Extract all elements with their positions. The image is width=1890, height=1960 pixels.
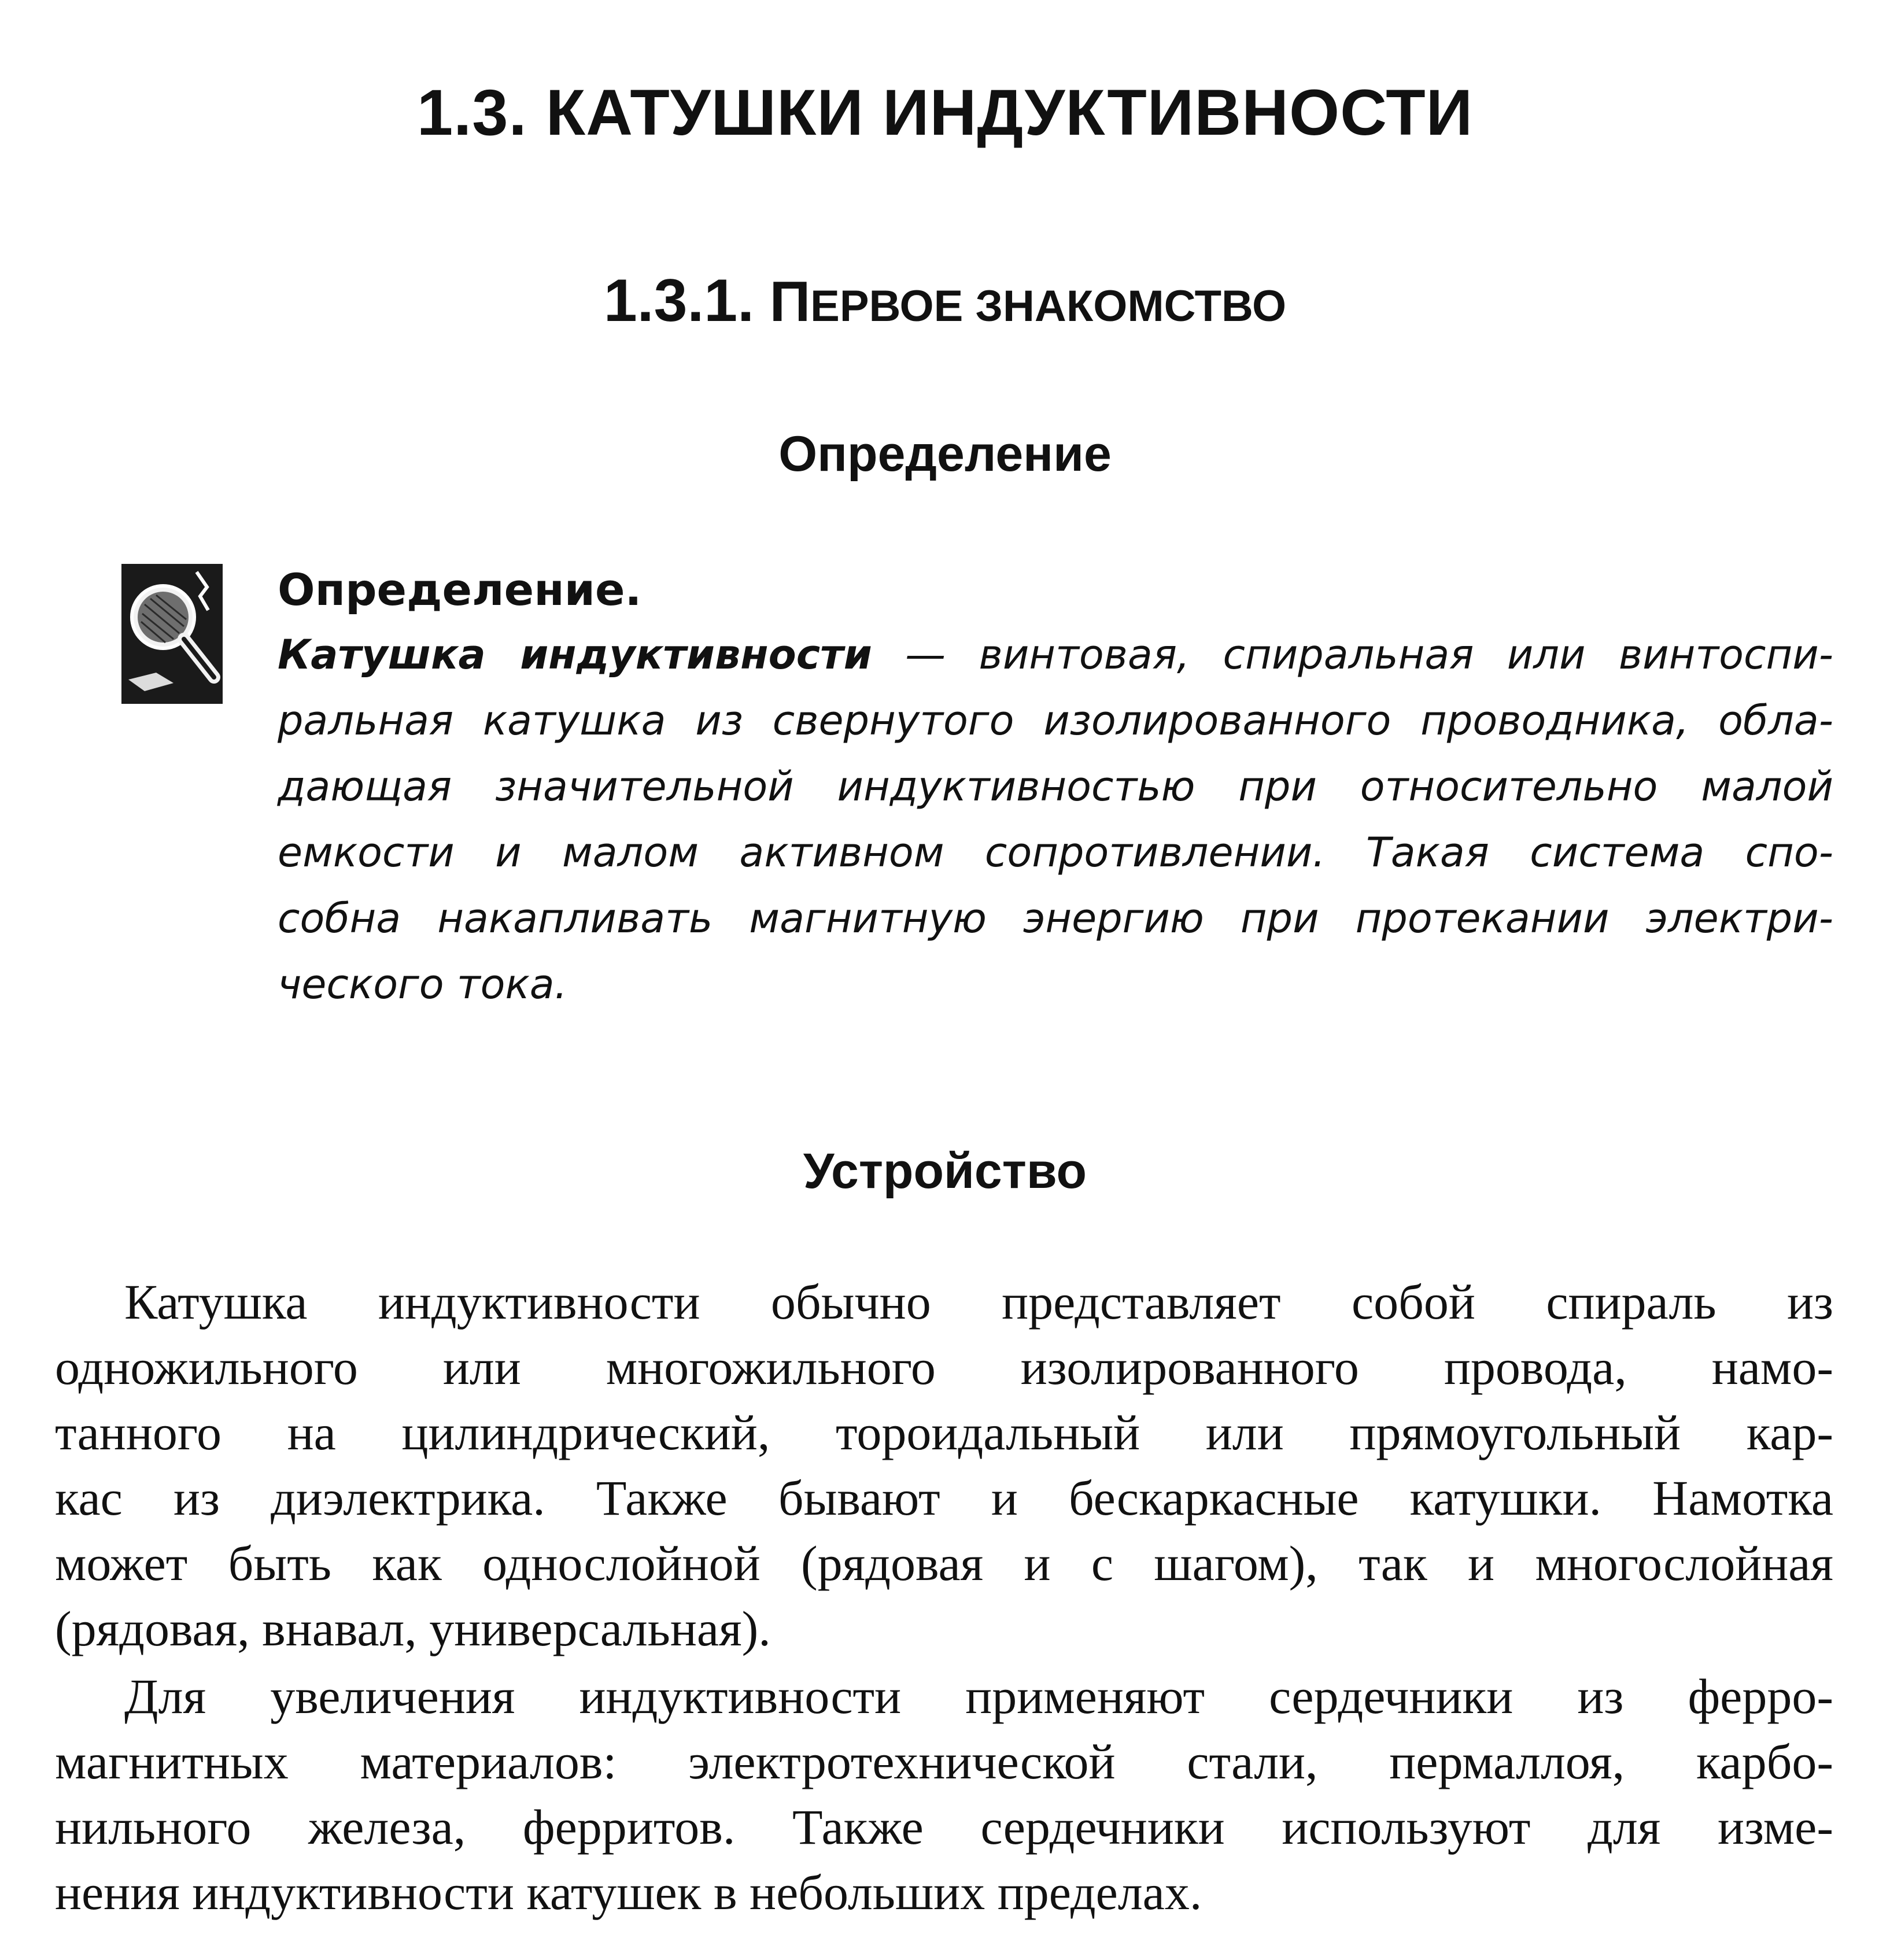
definition-line: ральная катушка из свернутого изолированного проводника, обла- <box>278 697 1833 744</box>
chapter-title: 1.3. КАТУШКИ ИНДУКТИВНОСТИ <box>416 76 1474 149</box>
paragraph-2-line: магнитных материалов: электротехнической стали, пермаллоя, карбо- <box>55 1734 1833 1789</box>
paragraph-1-line: танного на цилиндрический, тороидальный или прямоугольный кар- <box>55 1405 1833 1460</box>
section-title-initial: П <box>769 270 811 333</box>
paragraph-2-line: нильного железа, ферритов. Также сердечники используют для изме- <box>55 1799 1833 1855</box>
definition-block <box>278 558 1833 1017</box>
magnifier-icon <box>121 564 223 704</box>
definition-text <box>278 622 1833 1017</box>
definition-heading: Определение <box>778 426 1112 482</box>
paragraph-1-line: кас из диэлектрика. Также бывают и бескаркасные катушки. Намотка <box>55 1470 1833 1526</box>
device-text <box>55 1269 1833 1925</box>
definition-label: Определение. <box>278 564 642 615</box>
section-title-rest: ЕРВОЕ ЗНАКОМСТВО <box>810 282 1287 331</box>
paragraph-2-line: Для увеличения индуктивности применяют сердечники из ферро- <box>124 1669 1833 1724</box>
paragraph-1-line: одножильного или многожильного изолированного провода, намо- <box>55 1339 1833 1395</box>
definition-line <box>278 622 1833 688</box>
paragraph-1-line: Катушка индуктивности обычно представляет собой спираль из <box>124 1274 1833 1330</box>
paragraph-2-line: нения индуктивности катушек в небольших пределах. <box>55 1865 1202 1920</box>
definition-line: емкости и малом активном сопротивлении. Такая система спо- <box>278 829 1833 876</box>
definition-line: дающая значительной индуктивностью при относительно малой <box>278 763 1833 810</box>
definition-line-text: — винтовая, спиральная или винтоспи- <box>872 631 1834 678</box>
section-title <box>0 266 1890 341</box>
device-heading: Устройство <box>803 1143 1087 1199</box>
paragraph-1-line: может быть как однослойной (рядовая и с шагом), так и многослойная <box>55 1535 1833 1591</box>
section-number: 1.3.1. <box>603 267 755 334</box>
paragraph-1-line: (рядовая, внавал, универсальная). <box>55 1601 771 1656</box>
definition-line: ческого тока. <box>278 961 567 1008</box>
definition-term: Катушка индуктивности <box>278 631 872 678</box>
definition-line: собна накапливать магнитную энергию при протекании электри- <box>278 895 1833 942</box>
